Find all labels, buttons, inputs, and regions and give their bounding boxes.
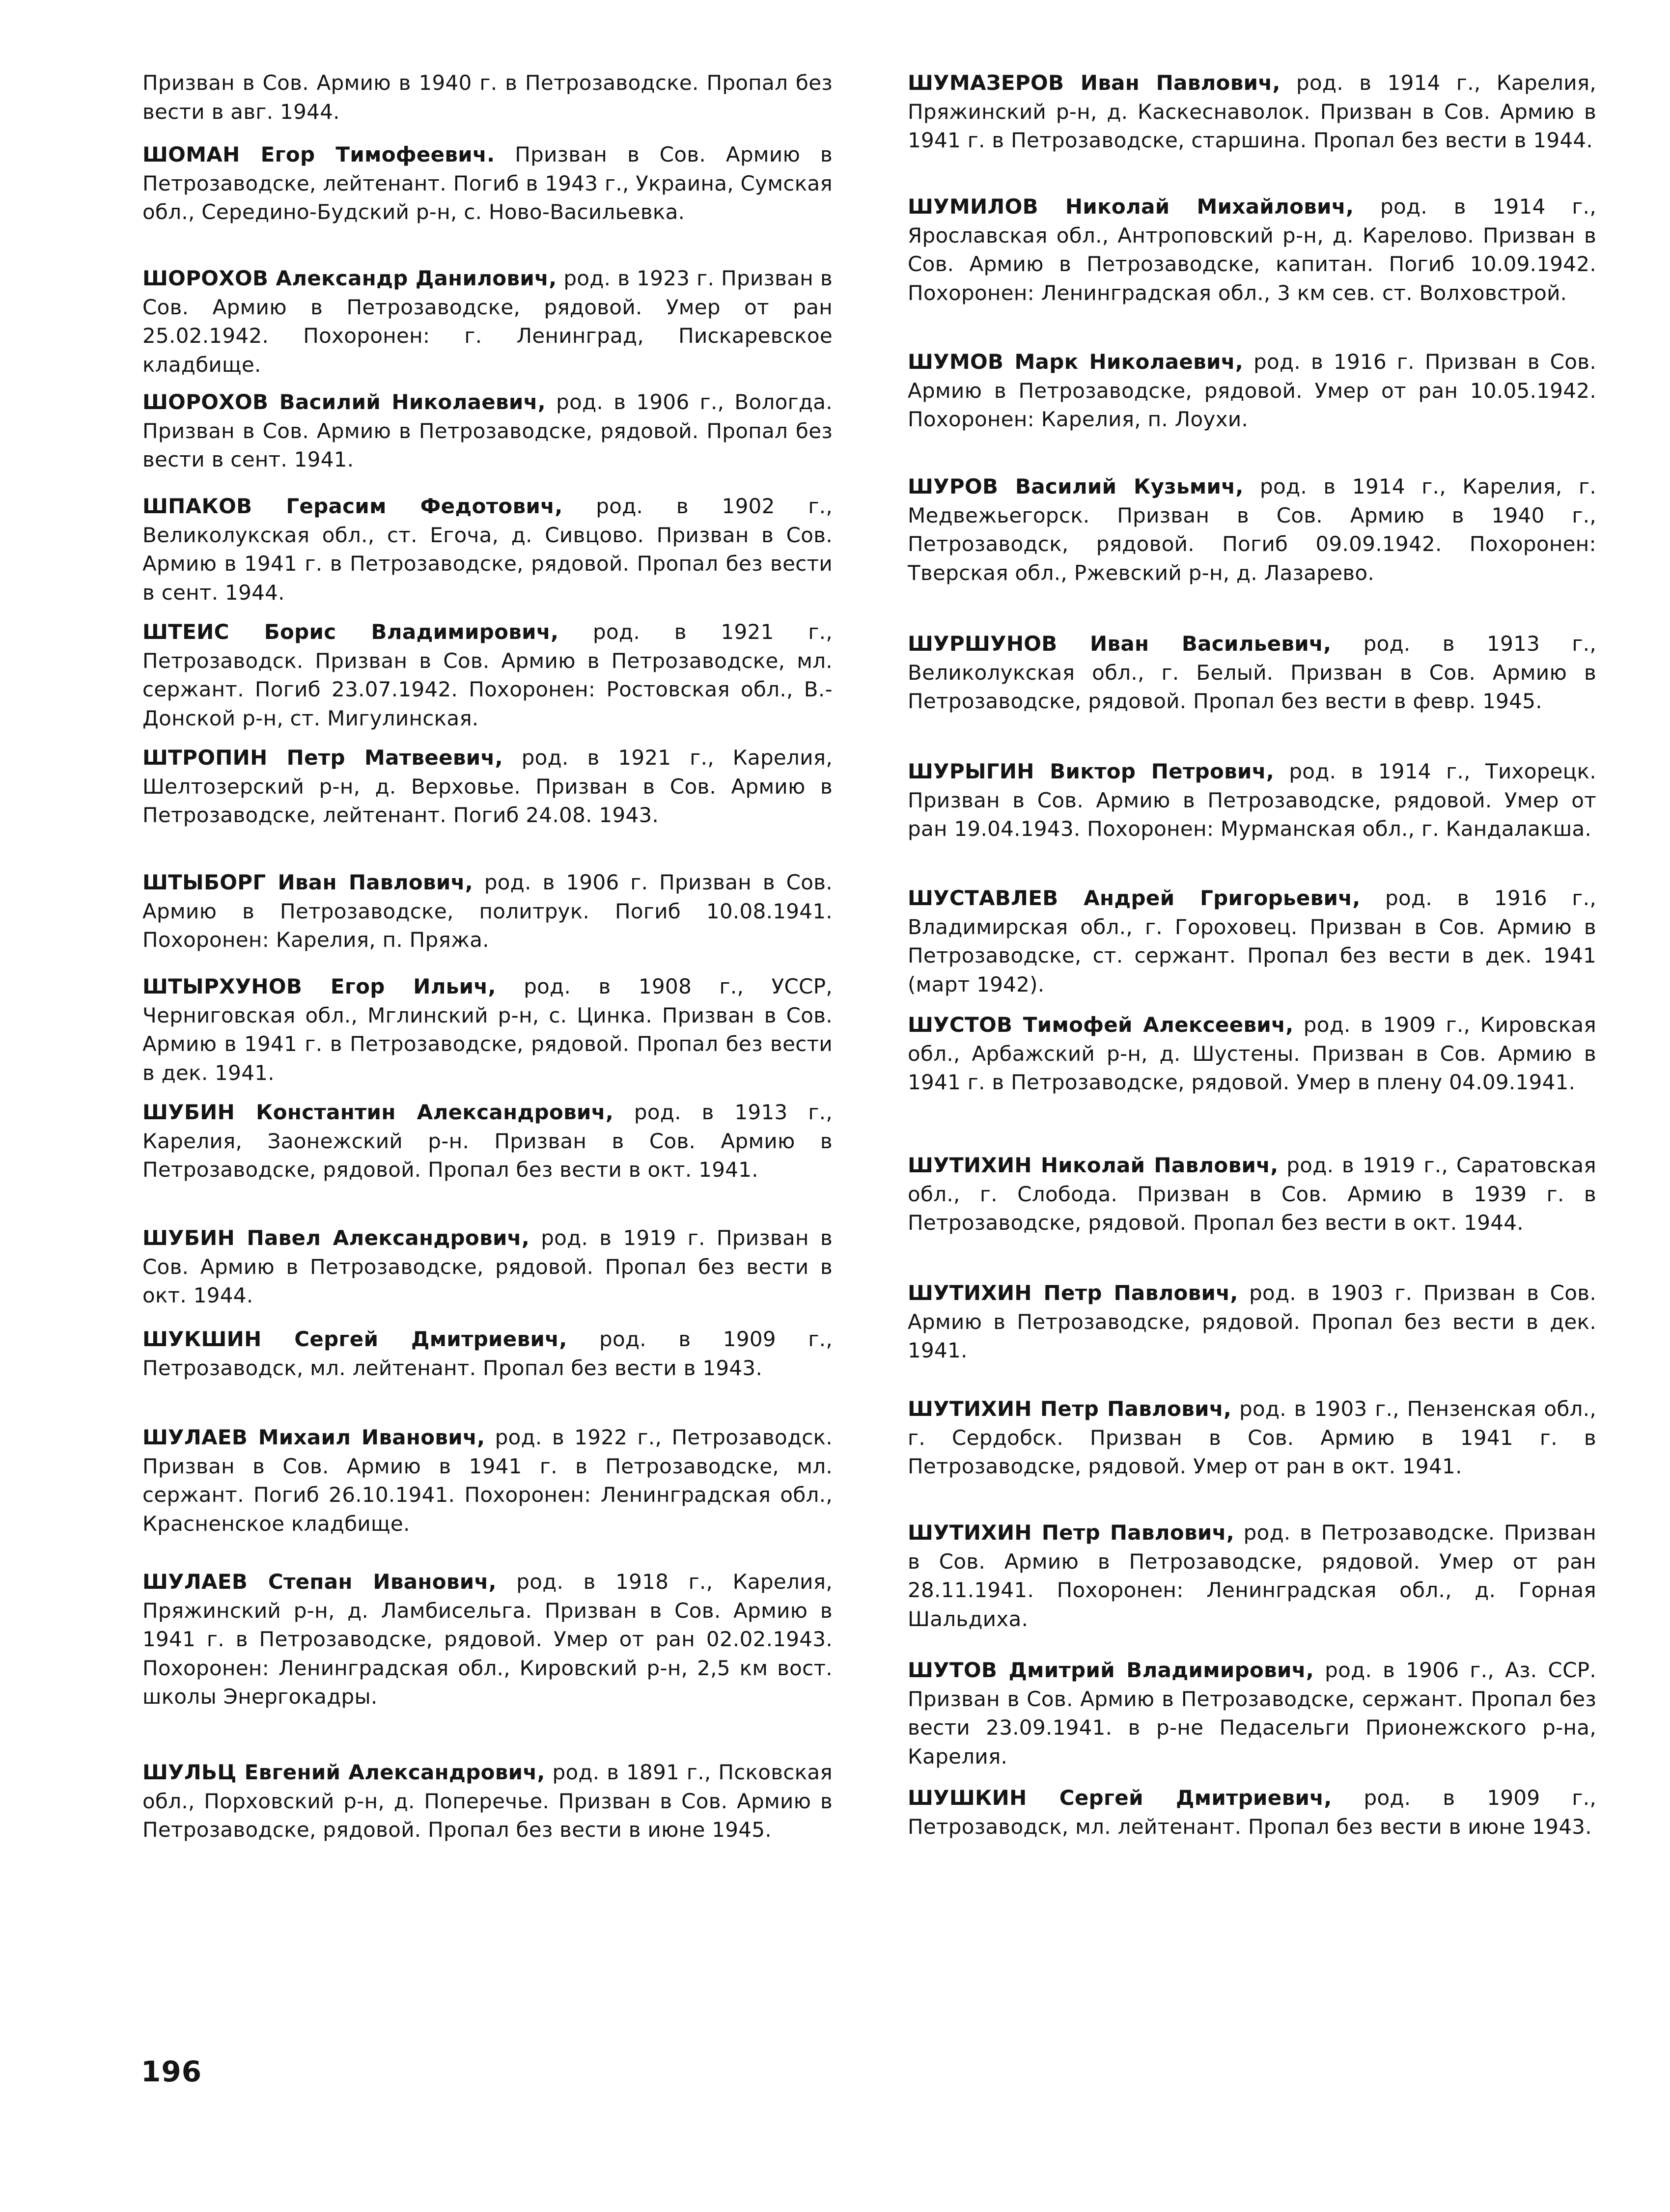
entry-name: ШУКШИН Сергей Дмитриевич, [142,1327,567,1351]
entry-name: ШОРОХОВ Александр Данилович, [142,266,557,290]
entry [908,1519,1596,1633]
entry [142,972,833,1087]
entry-name: ШТЫБОРГ Иван Павлович, [142,870,473,894]
entry-name: ШУТИХИН Петр Павлович, [908,1281,1238,1305]
entry-text: Призван в Сов. Армию в 1940 г. в Петрозаводске. Пропал без вести в авг. 1944. [142,71,833,124]
entry-text: род. в 1913 г., Карелия, Заонежский р-н. Призван в Сов. Армию в Петрозаводске, рядовой. Пропал без вести в окт. 1941. [142,1100,833,1182]
entry-name: ШУТИХИН Петр Павлович, [908,1397,1232,1421]
entry-name: ШТРОПИН Петр Матвеевич, [142,746,503,770]
entry [142,868,833,955]
entry [142,1568,833,1712]
entry-text: род. в 1891 г., Псковская обл., Порховский р-н, д. Поперечье. Призван в Сов. Армию в Петрозаводске, рядовой. Пропал без вести в июне 1945. [142,1760,833,1842]
entry-name: ШТЫРХУНОВ Егор Ильич, [142,974,496,998]
entry-name: ШУСТОВ Тимофей Алексеевич, [908,1013,1294,1037]
entry [908,630,1596,716]
entry-name: ШУБИН Константин Александрович, [142,1100,614,1124]
entry-text: род. в 1906 г., Аз. ССР. Призван в Сов. Армию в Петрозаводске, сержант. Пропал без вести 23.09.1941. в р-не Педасельги Прионежского р-на, Карелия. [908,1658,1596,1769]
entry-name: ШУШКИН Сергей Дмитриевич, [908,1786,1332,1810]
entry-text: род. в 1906 г., Вологда. Призван в Сов. Армию в Петрозаводске, рядовой. Пропал без вести в сент. 1941. [142,390,833,471]
entry [142,744,833,830]
entry [908,1011,1596,1097]
entry-text: род. в 1919 г., Саратовская обл., г. Слобода. Призван в Сов. Армию в 1939 г. в Петрозаводске, рядовой. Пропал без вести в окт. 1944. [908,1153,1596,1235]
entry-name: ШУМАЗЕРОВ Иван Павлович, [908,71,1280,95]
entry-text: род. в 1914 г., Ярославская обл., Антроповский р-н, д. Карелово. Призван в Сов. Армию в Петрозаводске, капитан. Погиб 10.09.1942. Похоронен: Ленинградская обл., 3 км сев. ст. Волховстрой. [908,194,1596,305]
entry-text: род. в 1914 г., Карелия, Пряжинский р-н, д. Каскеснаволок. Призван в Сов. Армию в 1941 г. в Петрозаводске, старшина. Пропал без вести в 1944. [908,71,1596,152]
entry [908,757,1596,844]
entry-text: род. в 1922 г., Петрозаводск. Призван в Сов. Армию в 1941 г. в Петрозаводске, мл. сержант. Погиб 26.10.1941. Похоронен: Ленинградская обл., Красненское кладбище. [142,1425,833,1536]
entry [142,1098,833,1185]
entry-text: род. в 1903 г., Пензенская обл., г. Сердобск. Призван в Сов. Армию в 1941 г. в Петрозаводске, рядовой. Умер от ран в окт. 1941. [908,1397,1597,1478]
entry-text: род. в 1908 г., УССР, Черниговская обл., Мглинский р-н, с. Цинка. Призван в Сов. Армию в 1941 г. в Петрозаводске, рядовой. Пропал без вести в дек. 1941. [142,974,833,1085]
entry-name: ШУМОВ Марк Николаевич, [908,350,1244,374]
entry [142,1758,833,1845]
entry [142,264,833,379]
entry-text: род. в 1919 г. Призван в Сов. Армию в Петрозаводске, рядовой. Пропал без вести в окт. 1944. [142,1226,833,1307]
entry-text: род. в 1903 г. Призван в Сов. Армию в Петрозаводске, рядовой. Пропал без вести в дек. 1941. [908,1281,1596,1362]
entry-name: ШОМАН Егор Тимофеевич. [142,142,495,166]
entry [908,1279,1596,1365]
entry [908,193,1596,307]
entry-text: род. в 1914 г., Карелия, г. Медвежьегорск. Призван в Сов. Армию в 1940 г., Петрозаводск, рядовой. Погиб 09.09.1942. Похоронен: Тверская обл., Ржевский р-н, д. Лазарево. [908,474,1596,585]
entry [908,69,1596,155]
entry-continuation [142,69,833,126]
entry-name: ШУТОВ Дмитрий Владимирович, [908,1658,1314,1682]
entry-name: ШУТИХИН Петр Павлович, [908,1521,1235,1545]
entry-text: род. в 1906 г. Призван в Сов. Армию в Петрозаводске, политрук. Погиб 10.08.1941. Похоронен: Карелия, п. Пряжа. [142,870,833,952]
entry [908,348,1596,434]
entry-name: ШУРЫГИН Виктор Петрович, [908,759,1275,783]
entry-name: ШУСТАВЛЕВ Андрей Григорьевич, [908,886,1361,910]
entry [142,492,833,607]
entry-name: ШУМИЛОВ Николай Михайлович, [908,194,1354,219]
entry-name: ШОРОХОВ Василий Николаевич, [142,390,546,414]
entry-text: род. в 1916 г., Владимирская обл., г. Гороховец. Призван в Сов. Армию в Петрозаводске, ст. сержант. Пропал без вести в дек. 1941 (март 1942). [908,886,1596,996]
entry-name: ШТЕИС Борис Владимирович, [142,620,559,644]
entry [142,1423,833,1538]
entry-text: род. в 1921 г., Петрозаводск. Призван в Сов. Армию в Петрозаводске, мл. сержант. Погиб 23.07.1942. Похоронен: Ростовская обл., В.-Донской р-н, ст. Мигулинская. [142,620,833,730]
entry [908,1656,1596,1771]
entry-name: ШУЛАЕВ Михаил Иванович, [142,1425,485,1449]
entry-name: ШУРОВ Василий Кузьмич, [908,474,1244,498]
entry-name: ШУРШУНОВ Иван Васильевич, [908,632,1332,656]
entry-text: род. в 1918 г., Карелия, Пряжинский р-н, д. Ламбисельга. Призван в Сов. Армию в 1941 г. в Петрозаводске, рядовой. Умер от ран 02.02.1943. Похоронен: Ленинградская обл., Кировский р-н, 2,5 км вост. школы Энергокадры. [142,1570,833,1709]
entry [142,618,833,733]
entry [142,1224,833,1310]
entry [142,140,833,227]
entry-text: род. в 1916 г. Призван в Сов. Армию в Петрозаводске, рядовой. Умер от ран 10.05.1942. Похоронен: Карелия, п. Лоухи. [908,350,1596,431]
entry-text: род. в 1923 г. Призван в Сов. Армию в Петрозаводске, рядовой. Умер от ран 25.02.1942. Похоронен: г. Ленинград, Пискаревское кладбище. [142,266,833,377]
entry-text: род. в 1909 г., Кировская обл., Арбажский р-н, д. Шустены. Призван в Сов. Армию в 1941 г. в Петрозаводске, рядовой. Умер в плену 04.09.1941. [908,1013,1596,1094]
entry-name: ШУЛАЕВ Степан Иванович, [142,1570,497,1594]
entry [908,1395,1596,1481]
entry-text: род. в 1902 г., Великолукская обл., ст. Егоча, д. Сивцово. Призван в Сов. Армию в 1941 г. в Петрозаводске, рядовой. Пропал без вести в сент. 1944. [142,494,833,605]
entry-name: ШПАКОВ Герасим Федотович, [142,494,563,518]
entry [142,388,833,474]
entry-text: род. в Петрозаводске. Призван в Сов. Армию в Петрозаводске, рядовой. Умер от ран 28.11.1941. Похоронен: Ленинградская обл., д. Горная Шальдиха. [908,1521,1596,1631]
entry-text: Призван в Сов. Армию в Петрозаводске, лейтенант. Погиб в 1943 г., Украина, Сумская обл., Середино-Будский р-н, с. Ново-Васильевка. [142,142,833,224]
entry-text: род. в 1913 г., Великолукская обл., г. Белый. Призван в Сов. Армию в Петрозаводске, рядовой. Пропал без вести в февр. 1945. [908,632,1597,713]
entry-name: ШУТИХИН Николай Павлович, [908,1153,1279,1177]
entry-text: род. в 1914 г., Тихорецк. Призван в Сов. Армию в Петрозаводске, рядовой. Умер от ран 19.04.1943. Похоронен: Мурманская обл., г. Кандалакша. [908,759,1596,841]
entry-name: ШУБИН Павел Александрович, [142,1226,530,1250]
entry [908,1784,1596,1841]
entry [908,1151,1596,1238]
entry [908,472,1596,587]
page-number: 196 [141,2055,202,2088]
entry-text: род. в 1909 г., Петрозаводск, мл. лейтенант. Пропал без вести в июне 1943. [908,1786,1596,1839]
entry-name: ШУЛЬЦ Евгений Александрович, [142,1760,545,1784]
entry-text: род. в 1909 г., Петрозаводск, мл. лейтенант. Пропал без вести в 1943. [142,1327,833,1380]
entry [142,1325,833,1382]
entry [908,884,1596,999]
entry-text: род. в 1921 г., Карелия, Шелтозерский р-н, д. Верховье. Призван в Сов. Армию в Петрозаводске, лейтенант. Погиб 24.08. 1943. [142,746,833,827]
